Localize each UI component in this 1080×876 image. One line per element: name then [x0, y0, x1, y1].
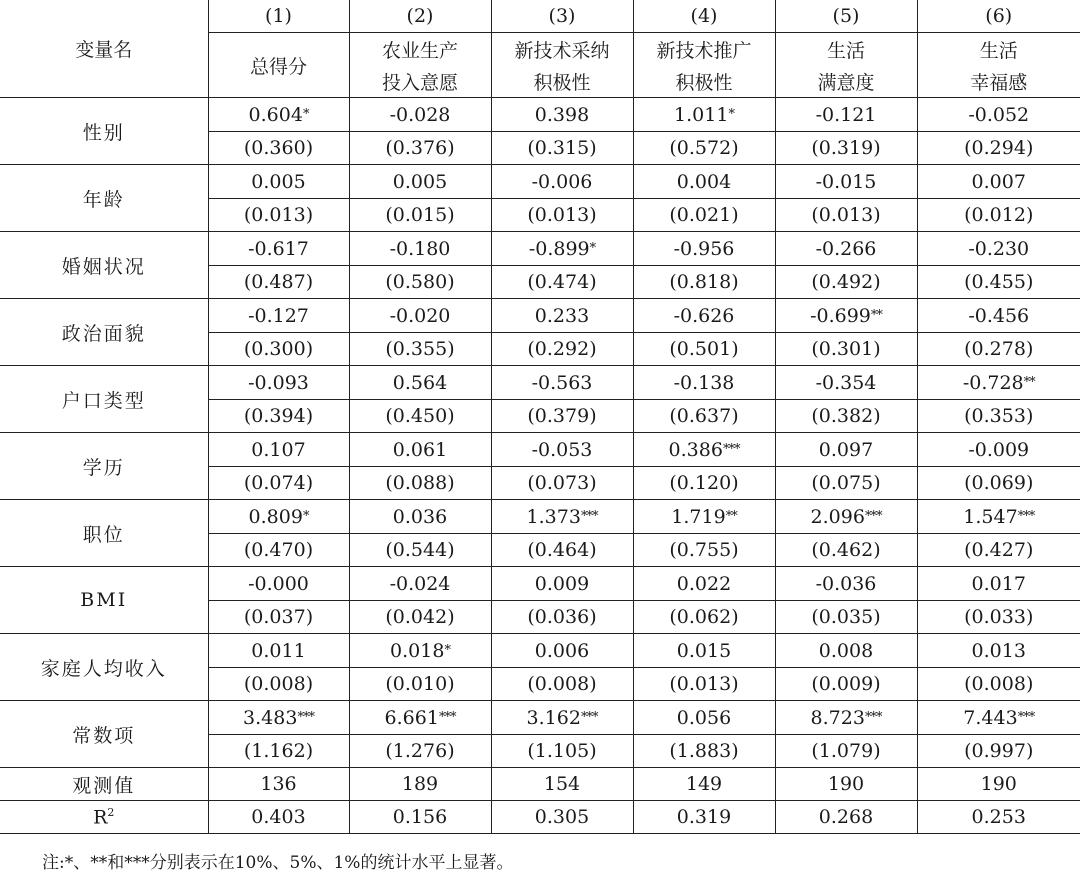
- coefficient-value: -0.020: [389, 304, 451, 327]
- coefficient-cell: [208, 567, 349, 601]
- standard-error-cell: (0.755): [633, 534, 775, 567]
- r-squared-value: 0.305: [491, 801, 633, 834]
- standard-error-cell: (0.074): [208, 467, 349, 500]
- standard-error-cell: (0.462): [775, 534, 917, 567]
- coefficient-value: -0.121: [815, 103, 877, 126]
- standard-error-cell: (0.008): [208, 668, 349, 701]
- r-squared-superscript: 2: [107, 805, 115, 819]
- column-header-name-line2: 幸福感: [917, 65, 1080, 98]
- standard-error-cell: (1.276): [349, 735, 491, 768]
- coefficient-value: 0.005: [392, 170, 448, 193]
- coefficient-cell: [208, 98, 349, 132]
- coefficient-cell: [349, 567, 491, 601]
- coefficient-cell: [775, 232, 917, 266]
- standard-error-cell: (0.120): [633, 467, 775, 500]
- coefficient-value: -0.052: [968, 103, 1030, 126]
- standard-error-cell: (0.572): [633, 132, 775, 165]
- significance-stars: *: [728, 106, 734, 122]
- coefficient-value: 1.547: [963, 505, 1018, 528]
- coefficient-value: 0.018: [390, 639, 445, 662]
- coefficient-cell: [633, 634, 775, 668]
- coefficient-cell: [917, 165, 1080, 199]
- standard-error-cell: (0.544): [349, 534, 491, 567]
- coefficient-cell: [917, 567, 1080, 601]
- standard-error-cell: (0.008): [917, 668, 1080, 701]
- coefficient-value: 8.723: [810, 706, 865, 729]
- standard-error-cell: (1.105): [491, 735, 633, 768]
- significance-stars: ***: [438, 709, 456, 725]
- standard-error-cell: (0.427): [917, 534, 1080, 567]
- column-number: (1): [208, 0, 349, 33]
- coefficient-value: 1.373: [526, 505, 581, 528]
- standard-error-cell: (0.637): [633, 400, 775, 433]
- standard-error-cell: (0.062): [633, 601, 775, 634]
- coefficient-cell: [491, 634, 633, 668]
- standard-error-cell: (0.069): [917, 467, 1080, 500]
- column-header-name-line2: 积极性: [491, 65, 633, 98]
- coefficient-cell: [917, 98, 1080, 132]
- coefficient-cell: [917, 299, 1080, 333]
- significance-stars: *: [302, 106, 309, 122]
- standard-error-cell: (0.455): [917, 266, 1080, 299]
- coefficient-cell: [349, 98, 491, 132]
- coefficient-value: -0.956: [673, 237, 735, 260]
- standard-error-cell: (0.013): [491, 199, 633, 232]
- standard-error-cell: (0.009): [775, 668, 917, 701]
- variable-name: BMI: [0, 567, 208, 634]
- coefficient-value: -0.127: [248, 304, 309, 327]
- coefficient-cell: [349, 366, 491, 400]
- standard-error-cell: (1.162): [208, 735, 349, 768]
- column-header-name-line2: 积极性: [633, 65, 775, 98]
- coefficient-cell: [633, 433, 775, 467]
- standard-error-cell: (0.501): [633, 333, 775, 366]
- coefficient-row: [0, 634, 1080, 668]
- coefficient-value: -0.180: [389, 237, 451, 260]
- coefficient-cell: [208, 165, 349, 199]
- coefficient-cell: [208, 232, 349, 266]
- coefficient-cell: [775, 98, 917, 132]
- standard-error-cell: (0.382): [775, 400, 917, 433]
- standard-error-cell: (0.450): [349, 400, 491, 433]
- significance-stars: ***: [580, 508, 598, 524]
- r-squared-value: 0.156: [349, 801, 491, 834]
- coefficient-value: -0.093: [248, 371, 309, 394]
- column-number: (3): [491, 0, 633, 33]
- standard-error-cell: (0.464): [491, 534, 633, 567]
- variable-name: 家庭人均收入: [0, 634, 208, 701]
- coefficient-value: -0.024: [389, 572, 451, 595]
- coefficient-value: 3.162: [526, 706, 581, 729]
- standard-error-cell: (1.079): [775, 735, 917, 768]
- coefficient-value: 0.008: [818, 639, 874, 662]
- column-number: (4): [633, 0, 775, 33]
- coefficient-value: 0.097: [818, 438, 874, 461]
- coefficient-cell: [775, 500, 917, 534]
- column-header-name: 生活: [775, 33, 917, 66]
- coefficient-value: -0.899: [528, 237, 590, 260]
- coefficient-value: -0.028: [389, 103, 451, 126]
- coefficient-cell: [349, 634, 491, 668]
- coefficient-value: -0.354: [815, 371, 877, 394]
- column-number: (2): [349, 0, 491, 33]
- variable-name: 年龄: [0, 165, 208, 232]
- coefficient-cell: [633, 98, 775, 132]
- coefficient-cell: [775, 567, 917, 601]
- variable-name: 户口类型: [0, 366, 208, 433]
- coefficient-value: 0.809: [248, 505, 303, 528]
- coefficient-value: 0.015: [676, 639, 732, 662]
- coefficient-row: [0, 98, 1080, 132]
- coefficient-cell: [208, 500, 349, 534]
- coefficient-value: -0.456: [968, 304, 1030, 327]
- coefficient-row: [0, 366, 1080, 400]
- coefficient-cell: [633, 701, 775, 735]
- standard-error-cell: (0.013): [633, 668, 775, 701]
- coefficient-value: 7.443: [963, 706, 1018, 729]
- coefficient-value: -0.563: [531, 371, 593, 394]
- observations-value: 149: [633, 768, 775, 801]
- standard-error-cell: (0.036): [491, 601, 633, 634]
- variable-name: 学历: [0, 433, 208, 500]
- standard-error-cell: (0.353): [917, 400, 1080, 433]
- coefficient-value: -0.053: [531, 438, 593, 461]
- variable-name-header: 变量名: [0, 0, 208, 98]
- coefficient-cell: [917, 366, 1080, 400]
- coefficient-cell: [917, 232, 1080, 266]
- significance-stars: ***: [580, 709, 598, 725]
- coefficient-cell: [208, 433, 349, 467]
- column-header-name-line2: 投入意愿: [349, 65, 491, 98]
- coefficient-value: -0.009: [968, 438, 1030, 461]
- coefficient-cell: [491, 567, 633, 601]
- observations-label: 观测值: [0, 768, 208, 801]
- coefficient-cell: [775, 433, 917, 467]
- coefficient-cell: [349, 232, 491, 266]
- coefficient-cell: [208, 299, 349, 333]
- coefficient-value: 0.005: [251, 170, 306, 193]
- coefficient-value: 0.036: [392, 505, 448, 528]
- significance-stars: **: [870, 307, 882, 323]
- standard-error-cell: (0.013): [208, 199, 349, 232]
- coefficient-value: 0.017: [971, 572, 1026, 595]
- coefficient-value: 0.107: [251, 438, 306, 461]
- coefficient-value: 0.011: [251, 639, 306, 662]
- coefficient-cell: [208, 701, 349, 735]
- standard-error-cell: (0.301): [775, 333, 917, 366]
- coefficient-cell: [633, 299, 775, 333]
- standard-error-cell: (0.818): [633, 266, 775, 299]
- significance-stars: ***: [1017, 709, 1035, 725]
- r-squared-value: 0.403: [208, 801, 349, 834]
- coefficient-cell: [633, 500, 775, 534]
- r-squared-label: R: [93, 806, 108, 829]
- standard-error-cell: (0.319): [775, 132, 917, 165]
- coefficient-value: 0.061: [392, 438, 448, 461]
- coefficient-cell: [491, 500, 633, 534]
- coefficient-value: 3.483: [243, 706, 298, 729]
- coefficient-cell: [349, 500, 491, 534]
- coefficient-cell: [775, 299, 917, 333]
- coefficient-cell: [775, 701, 917, 735]
- variable-name: 性别: [0, 98, 208, 165]
- standard-error-cell: (0.012): [917, 199, 1080, 232]
- coefficient-cell: [633, 366, 775, 400]
- coefficient-value: -0.617: [248, 237, 309, 260]
- coefficient-cell: [349, 165, 491, 199]
- column-header-name-line2: 满意度: [775, 65, 917, 98]
- variable-name: 职位: [0, 500, 208, 567]
- coefficient-cell: [917, 634, 1080, 668]
- observations-value: 189: [349, 768, 491, 801]
- significance-stars: *: [444, 642, 450, 658]
- coefficient-value: 6.661: [384, 706, 439, 729]
- coefficient-cell: [633, 567, 775, 601]
- column-header-name: 总得分: [208, 33, 349, 98]
- standard-error-cell: (0.010): [349, 668, 491, 701]
- standard-error-cell: (0.376): [349, 132, 491, 165]
- coefficient-cell: [208, 634, 349, 668]
- coefficient-value: -0.266: [815, 237, 877, 260]
- coefficient-value: -0.728: [962, 371, 1024, 394]
- standard-error-cell: (0.008): [491, 668, 633, 701]
- standard-error-cell: (0.379): [491, 400, 633, 433]
- coefficient-cell: [208, 366, 349, 400]
- standard-error-cell: (0.294): [917, 132, 1080, 165]
- significance-stars: ***: [722, 441, 740, 457]
- standard-error-cell: (1.883): [633, 735, 775, 768]
- significance-stars: **: [725, 508, 737, 524]
- significance-stars: ***: [864, 508, 882, 524]
- coefficient-row: [0, 701, 1080, 735]
- coefficient-cell: [775, 634, 917, 668]
- coefficient-cell: [349, 701, 491, 735]
- observations-value: 190: [775, 768, 917, 801]
- coefficient-value: 0.564: [392, 371, 448, 394]
- coefficient-row: [0, 433, 1080, 467]
- standard-error-cell: (0.075): [775, 467, 917, 500]
- coefficient-value: -0.230: [968, 237, 1030, 260]
- standard-error-cell: (0.470): [208, 534, 349, 567]
- column-header-name: 农业生产: [349, 33, 491, 66]
- coefficient-value: 1.011: [674, 103, 729, 126]
- column-header-name: 生活: [917, 33, 1080, 66]
- column-header-name: 新技术推广: [633, 33, 775, 66]
- standard-error-cell: (0.088): [349, 467, 491, 500]
- significance-stars: ***: [864, 709, 882, 725]
- standard-error-cell: (0.278): [917, 333, 1080, 366]
- coefficient-value: 0.604: [248, 103, 303, 126]
- standard-error-cell: (0.292): [491, 333, 633, 366]
- column-number: (5): [775, 0, 917, 33]
- significance-stars: *: [302, 508, 309, 524]
- standard-error-cell: (0.013): [775, 199, 917, 232]
- standard-error-cell: (0.021): [633, 199, 775, 232]
- r-squared-value: 0.253: [917, 801, 1080, 834]
- coefficient-row: [0, 165, 1080, 199]
- coefficient-value: -0.000: [248, 572, 309, 595]
- coefficient-value: 0.398: [534, 103, 590, 126]
- coefficient-row: [0, 232, 1080, 266]
- coefficient-value: 0.009: [534, 572, 590, 595]
- standard-error-cell: (0.997): [917, 735, 1080, 768]
- standard-error-cell: (0.015): [349, 199, 491, 232]
- standard-error-cell: (0.035): [775, 601, 917, 634]
- column-header-name: 新技术采纳: [491, 33, 633, 66]
- coefficient-cell: [491, 433, 633, 467]
- coefficient-value: 0.006: [534, 639, 590, 662]
- standard-error-cell: (0.315): [491, 132, 633, 165]
- coefficient-row: [0, 299, 1080, 333]
- r-squared-value: 0.319: [633, 801, 775, 834]
- standard-error-cell: (0.474): [491, 266, 633, 299]
- standard-error-cell: (0.487): [208, 266, 349, 299]
- coefficient-value: 0.007: [971, 170, 1026, 193]
- standard-error-cell: (0.492): [775, 266, 917, 299]
- coefficient-cell: [491, 165, 633, 199]
- coefficient-cell: [633, 232, 775, 266]
- coefficient-cell: [491, 701, 633, 735]
- coefficient-cell: [917, 433, 1080, 467]
- coefficient-value: 0.004: [676, 170, 732, 193]
- column-number-row: [0, 0, 1080, 33]
- coefficient-value: 0.013: [971, 639, 1026, 662]
- coefficient-cell: [349, 433, 491, 467]
- coefficient-value: -0.699: [810, 304, 871, 327]
- variable-name: 政治面貌: [0, 299, 208, 366]
- variable-name: 婚姻状况: [0, 232, 208, 299]
- coefficient-value: 0.386: [668, 438, 723, 461]
- significance-stars: **: [1023, 374, 1035, 390]
- coefficient-cell: [775, 366, 917, 400]
- observations-value: 190: [917, 768, 1080, 801]
- observations-value: 154: [491, 768, 633, 801]
- coefficient-cell: [349, 299, 491, 333]
- coefficient-cell: [633, 165, 775, 199]
- observations-row: [0, 768, 1080, 801]
- variable-name: 常数项: [0, 701, 208, 768]
- coefficient-cell: [491, 299, 633, 333]
- coefficient-row: [0, 500, 1080, 534]
- r-squared-row: [0, 801, 1080, 834]
- coefficient-value: 0.022: [676, 572, 732, 595]
- coefficient-value: -0.626: [673, 304, 735, 327]
- standard-error-cell: (0.300): [208, 333, 349, 366]
- coefficient-value: -0.036: [815, 572, 877, 595]
- coefficient-value: 0.233: [534, 304, 590, 327]
- significance-stars: ***: [297, 709, 314, 725]
- standard-error-cell: (0.394): [208, 400, 349, 433]
- coefficient-value: 1.719: [671, 505, 726, 528]
- standard-error-cell: (0.355): [349, 333, 491, 366]
- coefficient-value: 2.096: [810, 505, 865, 528]
- standard-error-cell: (0.033): [917, 601, 1080, 634]
- coefficient-cell: [491, 232, 633, 266]
- coefficient-cell: [491, 98, 633, 132]
- standard-error-cell: (0.580): [349, 266, 491, 299]
- standard-error-cell: (0.073): [491, 467, 633, 500]
- coefficient-cell: [775, 165, 917, 199]
- r-squared-value: 0.268: [775, 801, 917, 834]
- coefficient-value: -0.015: [815, 170, 877, 193]
- coefficient-value: -0.138: [673, 371, 735, 394]
- significance-stars: ***: [1017, 508, 1035, 524]
- significance-stars: *: [589, 240, 596, 256]
- standard-error-cell: (0.037): [208, 601, 349, 634]
- r-squared-label-cell: [0, 801, 208, 834]
- standard-error-cell: (0.360): [208, 132, 349, 165]
- column-number: (6): [917, 0, 1080, 33]
- coefficient-cell: [917, 701, 1080, 735]
- coefficient-value: 0.056: [676, 706, 732, 729]
- coefficient-value: -0.006: [531, 170, 593, 193]
- coefficient-row: [0, 567, 1080, 601]
- coefficient-cell: [917, 500, 1080, 534]
- observations-value: 136: [208, 768, 349, 801]
- standard-error-cell: (0.042): [349, 601, 491, 634]
- table-note: 注:*、**和***分别表示在10%、5%、1%的统计水平上显著。: [42, 853, 514, 873]
- coefficient-cell: [491, 366, 633, 400]
